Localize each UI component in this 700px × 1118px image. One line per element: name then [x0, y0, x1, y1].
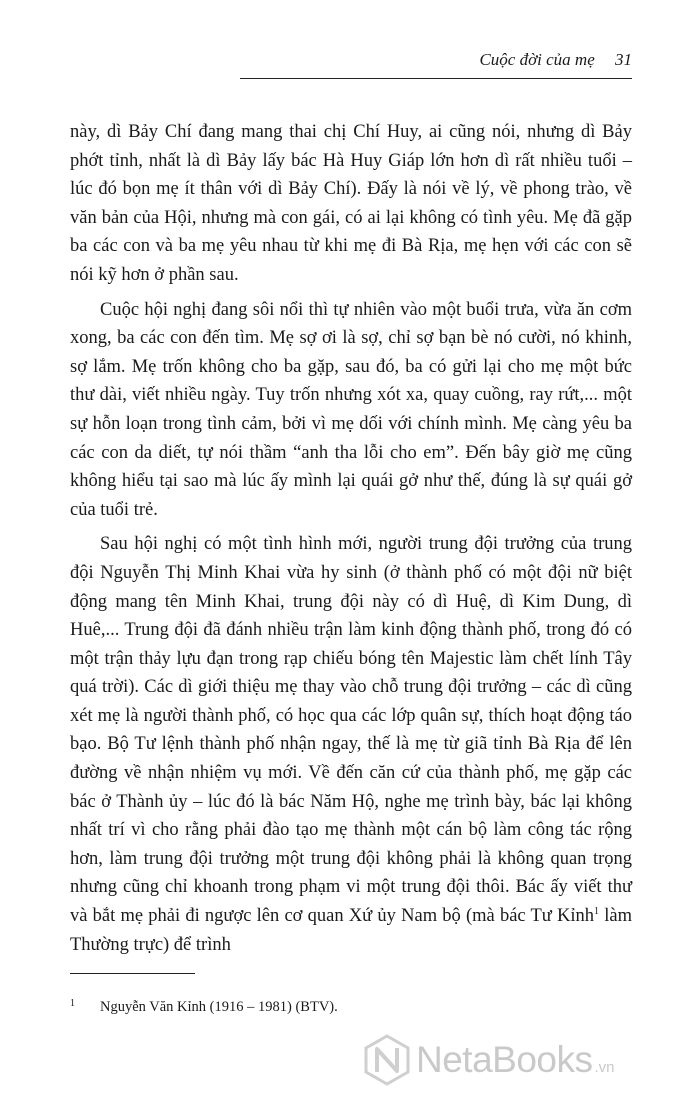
running-header: [240, 50, 632, 76]
header-rule: [240, 78, 632, 79]
footnote: [70, 998, 338, 1016]
body-text: [70, 118, 632, 965]
footnote-marker[interactable]: 1: [594, 906, 600, 918]
chapter-title: Cuộc đời của mẹ: [479, 50, 595, 69]
paragraph-3-tail: làm Thường trực) để trình: [70, 906, 632, 955]
netabooks-logo-icon: [364, 1034, 410, 1086]
paragraph-3-text: Sau hội nghị có một tình hình mới, người trung đội trưởng của trung đội Nguyễn Thị Minh Khai vừa hy sinh (ở thành phố có một đội nữ biệt động mang tên Minh Khai, trung đội này có dì Huệ, dì Kim Dung, dì Huê,... Trung đội đã đánh nhiều trận làm kinh động thành phố, trong đó có một trận thảy lựu đạn trong rạp chiếu bóng tên Majestic làm chết lính Tây quá trời). Các dì giới thiệu mẹ thay vào chỗ trung đội trưởng – các dì cũng xét mẹ là người thành phố, có học qua các lớp quân sự, thích hoạt động táo bạo. Bộ Tư lệnh thành phố nhận ngay, thế là mẹ từ giã tỉnh Bà Rịa để lên đường về nhận nhiệm vụ mới. Về đến căn cứ của thành phố, mẹ gặp các bác ở Thành ủy – lúc đó là bác Năm Hộ, nghe mẹ trình bày, bác lại không nhất trí vì cho rằng phải đào tạo mẹ thành một cán bộ làm công tác rộng hơn, làm trung đội trưởng một trung đội không phải là không quan trọng nhưng cũng chỉ khoanh trong phạm vi một trung đội thôi. Bác ấy viết thư và bắt mẹ phải đi ngược lên cơ quan Xứ ủy Nam bộ (mà bác Tư Kỉnh: [70, 534, 632, 927]
paragraph-3: [70, 530, 632, 959]
watermark-domain: .vn: [594, 1058, 615, 1076]
paragraph-2: Cuộc hội nghị đang sôi nổi thì tự nhiên vào một buổi trưa, vừa ăn cơm xong, ba các con đến tìm. Mẹ sợ ơi là sợ, chỉ sợ bạn bè nó cười, nó khinh, sợ lắm. Mẹ trốn không cho ba gặp, sau đó, ba có gửi lại cho mẹ một bức thư dài, viết nhiều ngày. Tuy trốn nhưng xót xa, quay cuồng, ray rứt,... một sự hỗn loạn trong tình cảm, bởi vì mẹ dối với chính mình. Mẹ càng yêu ba các con da diết, tự nói thầm “anh tha lỗi cho em”. Đến bây giờ mẹ cũng không hiểu tại sao mà lúc ấy mình lại quái gở như thế, đúng là sự quái gở của tuổi trẻ.: [70, 299, 632, 520]
footnote-rule: [70, 973, 195, 974]
paragraph-1: này, dì Bảy Chí đang mang thai chị Chí Huy, ai cũng nói, nhưng dì Bảy phớt tỉnh, nhất là dì Bảy lấy bác Hà Huy Giáp lớn hơn dì rất nhiều tuổi – lúc đó bọn mẹ ít thân với dì Bảy Chí). Đấy là nói về lý, về phong trào, về văn bản của Hội, nhưng mà con gái, có ai lại không có tình yêu. Mẹ đã gặp ba các con và ba mẹ yêu nhau từ khi mẹ đi Bà Rịa, mẹ hẹn với các con sẽ nói kỹ hơn ở phần sau.: [70, 122, 632, 285]
watermark-brand: NetaBooks: [416, 1039, 593, 1080]
footnote-text: Nguyễn Văn Kỉnh (1916 – 1981) (BTV).: [100, 999, 338, 1015]
footnote-number: 1: [70, 998, 75, 1009]
page-number: 31: [615, 50, 632, 69]
watermark: [364, 1030, 694, 1090]
